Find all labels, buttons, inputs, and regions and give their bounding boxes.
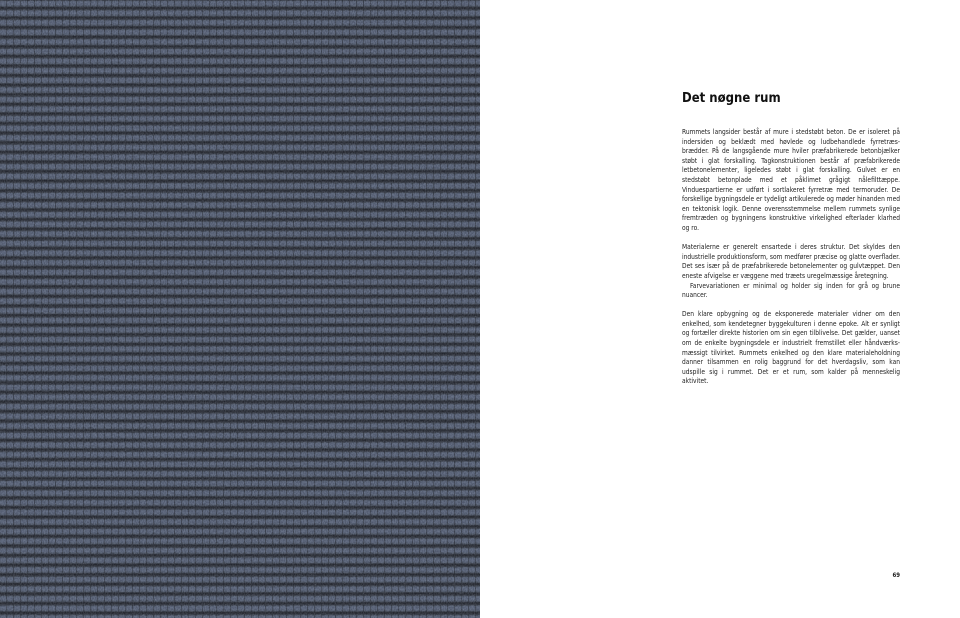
- chapter-title: Det nøgne rum: [682, 91, 781, 106]
- text-page: [480, 0, 960, 618]
- paragraph-construction: Rummets langsider består af mure i stedstøbt beton. De er isoleret på indersiden og beklædt med høvlede og ludbehandlede fyrretræsbrædder. På de langsgående mure hviler præfabrikerede betonbjælker støbt i glat forskalling. Tagkonstruktionen består af præfabrikerede letbetonelementer, ligeledes støbt i glat forskalling. Gulvet er en stedstøbt betonplade med et påklimet grågigt nålefilttæppe. Vinduespartierne er udført i sortlakeret fyrretræ med termoruder. De forskellige bygningsdele er tydeligt artikulerede og møder hinanden med en tektonisk logik. Denne overensstemmelse mellem rummets synlige fremtræden og bygningens konstruktive virkelighed efterlader klarhed og ro.: [682, 128, 900, 232]
- paragraph-materials: Materialerne er generelt ensartede i deres struktur. Det skyldes den industrielle produktionsform, som medfører præcise og glatte overflader. Det ses især på de præfabrikerede betonelementer og gulvtæppet. Den eneste afvigelse er væggene med træets uregelmæssige åretegning.: [682, 243, 900, 280]
- page-number: 69: [892, 572, 900, 579]
- body-text: [682, 128, 900, 397]
- paragraph-simplicity: Den klare opbygning og de eksponerede materialer vidner om den enkelhed, som kendetegner byggekulturen i denne epoke. Alt er synligt og fortæller direkte historien om sin egen tilblivelse. Det gælder, uanset om de enkelte bygningsdele er industrielt fremstillet eller håndværksmæssigt tilvirket. Rummets enkelhed og den klare materialeholdning danner tilsammen en rolig baggrund for det hverdagsliv, som kan udspille sig i rummet. Det er et rum, som kalder på menneskelig aktivitet.: [682, 310, 900, 386]
- paragraph-colors: Farvevariationen er minimal og holder sig inden for grå og brune nuancer.: [682, 281, 900, 300]
